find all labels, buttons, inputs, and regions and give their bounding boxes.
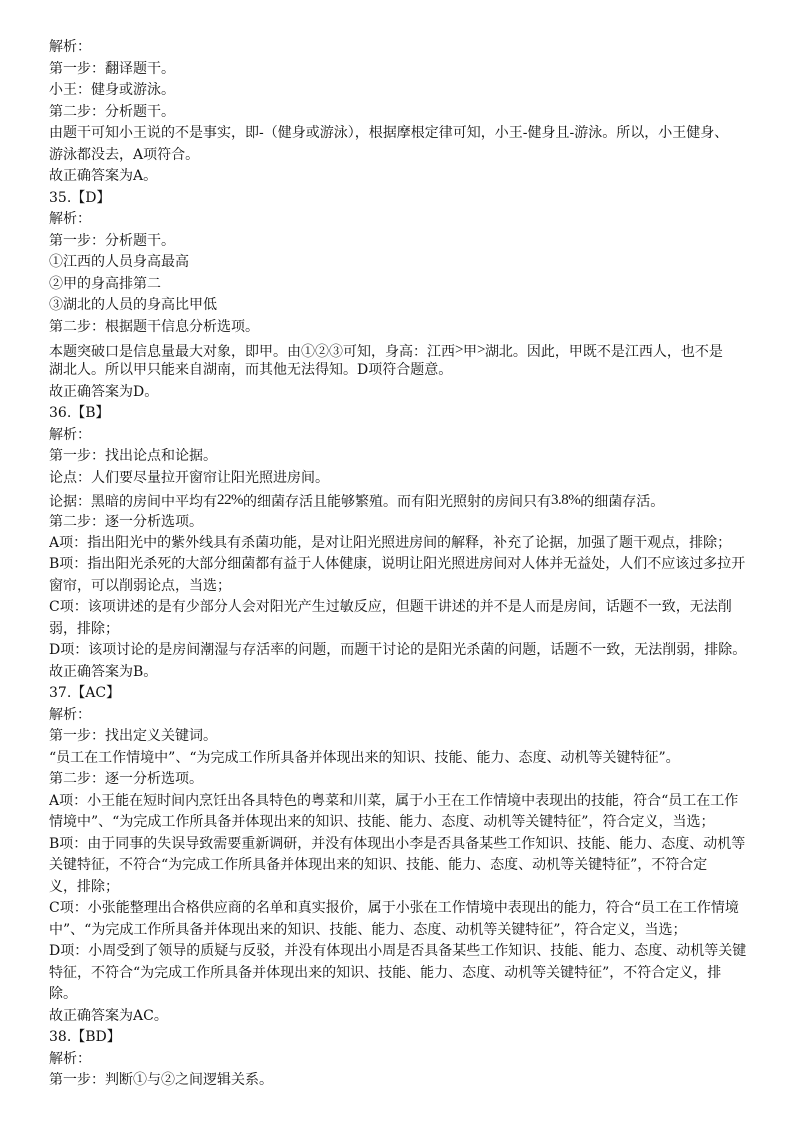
text-line: 关键特征，不符合“为完成工作所具备并体现出来的知识、技能、能力、态度、动机等关键特征”，不符合定 <box>49 857 708 873</box>
text-line: 第一步：分析题干。 <box>49 233 175 249</box>
text-line: 36.【B】 <box>49 405 110 421</box>
text-line: 故正确答案为AC。 <box>49 1008 168 1024</box>
text-line: 故正确答案为A。 <box>49 168 158 184</box>
text-run: 湖北。因此，甲既不是江西人，也不是 <box>484 344 723 360</box>
text-line: 除。 <box>49 986 77 1002</box>
text-line: 窗帘，可以削弱论点，当选； <box>49 578 231 594</box>
text-line: ②甲的身高排第二 <box>49 276 161 292</box>
text-line: 故正确答案为B。 <box>49 664 158 680</box>
text-line: 第一步：找出论点和论据。 <box>49 448 217 464</box>
text-line: 第二步：逐一分析选项。 <box>49 514 203 530</box>
text-run: 甲 <box>462 344 477 360</box>
text-line: 37.【AC】 <box>49 685 121 701</box>
text-line: 解析： <box>49 707 91 723</box>
text-line: 游泳都没去，A项符合。 <box>49 147 200 163</box>
text-line: 第二步：根据题干信息分析选项。 <box>49 319 259 335</box>
text-line <box>49 491 761 511</box>
text-line: C项：小张能整理出合格供应商的名单和真实报价，属于小张在工作情境中表现出的能力，符合“员工在工作情境 <box>49 900 739 916</box>
text-line: 特征，不符合“为完成工作所具备并体现出来的知识、技能、能力、态度、动机等关键特征”，不符合定义，排 <box>49 965 722 981</box>
text-line: 解析： <box>49 39 91 55</box>
text-line: D项：该项讨论的是房间潮湿与存活率的问题，而题干讨论的是阳光杀菌的问题，话题不一致，无法削弱，排除。 <box>49 642 747 658</box>
text-line: 小王：健身或游泳。 <box>49 82 175 98</box>
text-line: 第一步：判断①与②之间逻辑关系。 <box>49 1072 273 1088</box>
text-line: C项：该项讲述的是有少部分人会对阳光产生过敏反应，但题干讲述的并不是人而是房间，话题不一致，无法削 <box>49 599 732 615</box>
inline-math: > <box>476 342 485 358</box>
text-run: 本题突破口是信息量最大对象，即甲。由①②③可知，身高：江西 <box>49 344 455 360</box>
text-line: 由题干可知小王说的不是事实，即-（健身或游泳），根据摩根定律可知，小王-健身且-游泳。所以，小王健身、 <box>49 125 729 141</box>
text-line: 第二步：逐一分析选项。 <box>49 771 203 787</box>
text-line: B项：指出阳光杀死的大部分细菌都有益于人体健康，说明让阳光照进房间对人体并无益处，人们不应该过多拉开 <box>49 556 746 572</box>
text-line: 38.【BD】 <box>49 1029 121 1045</box>
text-line: 湖北人。所以甲只能来自湖南，而其他无法得知。D项符合题意。 <box>49 362 453 378</box>
text-line: ①江西的人员身高最高 <box>49 254 189 270</box>
text-line: 中”、“为完成工作所具备并体现出来的知识、技能、能力、态度、动机等关键特征”，符合定义，当选； <box>49 922 687 938</box>
inline-math: 22% <box>217 492 243 508</box>
text-line: “员工在工作情境中”、“为完成工作所具备并体现出来的知识、技能、能力、态度、动机等关键特征”。 <box>49 750 680 766</box>
text-line: 义，排除； <box>49 879 119 895</box>
text-line: 第一步：翻译题干。 <box>49 61 175 77</box>
text-line: ③湖北的人员的身高比甲低 <box>49 297 217 313</box>
text-line <box>49 341 761 361</box>
text-line: 弱，排除； <box>49 621 119 637</box>
text-run: 的细菌存活。 <box>580 494 665 510</box>
text-line: 论点：人们要尽量拉开窗帘让阳光照进房间。 <box>49 470 329 486</box>
text-line: 解析： <box>49 427 91 443</box>
text-run: 的细菌存活且能够繁殖。而有阳光照射的房间只有 <box>243 494 551 510</box>
text-line: 35.【D】 <box>49 190 111 206</box>
inline-math: > <box>455 342 463 358</box>
text-run: 论据：黑暗的房间中平均有 <box>49 494 217 510</box>
text-line: 第二步：分析题干。 <box>49 104 175 120</box>
text-line: 故正确答案为D。 <box>49 384 159 400</box>
text-line: D项：小周受到了领导的质疑与反驳，并没有体现出小周是否具备某些工作知识、技能、能力、态度、动机等关键 <box>49 943 747 959</box>
text-line: A项：指出阳光中的紫外线具有杀菌功能，是对让阳光照进房间的解释，补充了论据，加强了题干观点，排除； <box>49 535 732 551</box>
text-line: 第一步：找出定义关键词。 <box>49 728 217 744</box>
text-line: A项：小王能在短时间内烹饪出各具特色的粤菜和川菜，属于小王在工作情境中表现出的技能，符合“员工在工作 <box>49 793 739 809</box>
text-line: 解析： <box>49 211 91 227</box>
text-line: B项：由于同事的失误导致需要重新调研，并没有体现出小李是否具备某些工作知识、技能、能力、态度、动机等 <box>49 836 746 852</box>
inline-math: 3.8% <box>551 492 581 508</box>
text-line: 情境中”、“为完成工作所具备并体现出来的知识、技能、能力、态度、动机等关键特征”，符合定义，当选； <box>49 814 715 830</box>
text-line: 解析： <box>49 1051 91 1067</box>
